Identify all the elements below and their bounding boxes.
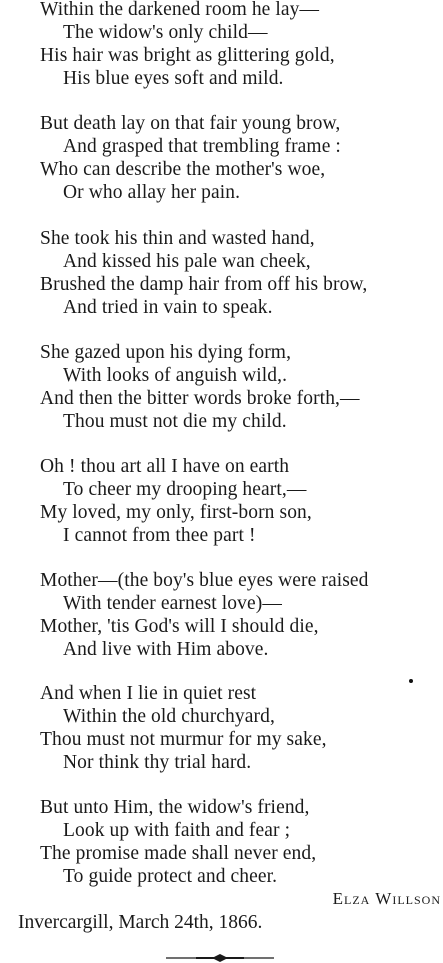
stanza-8 [40, 796, 443, 888]
poem-line: To cheer my drooping heart,— [63, 479, 307, 500]
poem-line: And tried in vain to speak. [63, 297, 273, 318]
poem-line: The promise made shall never end, [40, 843, 317, 864]
stanza-6 [40, 569, 443, 661]
poem-line: With tender earnest love)— [63, 593, 282, 614]
poem-line: To guide protect and cheer. [63, 866, 278, 887]
dateline: Invercargill, March 24th, 1866. [18, 912, 263, 933]
poem-line: Thou must not die my child. [63, 411, 287, 432]
poem-line: But unto Him, the widow's friend, [40, 797, 310, 818]
poem-line: Look up with faith and fear ; [63, 820, 291, 841]
poem-line: I cannot from thee part ! [63, 525, 256, 546]
poem-line: My loved, my only, first-born son, [40, 502, 312, 523]
poem-line: With looks of anguish wild,. [63, 365, 288, 386]
poem-line: Nor think thy trial hard. [63, 752, 252, 773]
poem-line: His blue eyes soft and mild. [63, 68, 284, 89]
poem-line: Or who allay her pain. [63, 182, 241, 203]
poem-line: And then the bitter words broke forth,— [40, 388, 360, 409]
poem-line: His hair was bright as glittering gold, [40, 45, 335, 66]
poem-line: Within the old churchyard, [63, 706, 275, 727]
stanza-3 [40, 227, 443, 319]
stanza-2 [40, 112, 443, 204]
poem-line: Within the darkened room he lay— [40, 0, 320, 20]
poem-line: Who can describe the mother's woe, [40, 159, 326, 180]
poem-line: But death lay on that fair young brow, [40, 113, 341, 134]
poem-line: She took his thin and wasted hand, [40, 228, 315, 249]
poem-line: And kissed his pale wan cheek, [63, 251, 311, 272]
poem-line: Mother—(the boy's blue eyes were raised [40, 570, 369, 591]
poem-line: She gazed upon his dying form, [40, 342, 292, 363]
stanza-5 [40, 455, 443, 547]
poem-line: The widow's only child— [63, 22, 268, 43]
poem-line: Brushed the damp hair from off his brow, [40, 274, 368, 295]
poem-line: Oh ! thou art all I have on earth [40, 456, 290, 477]
stanza-7 [40, 682, 443, 774]
author-signature: Elza Willson [332, 889, 441, 908]
stanza-4 [40, 341, 443, 433]
ink-speck [409, 679, 413, 683]
poem-line: Thou must not murmur for my sake, [40, 729, 327, 750]
poem-line: And live with Him above. [63, 639, 269, 660]
ornamental-rule [166, 954, 274, 962]
poem-line: And grasped that trembling frame : [63, 136, 341, 157]
stanza-1 [40, 0, 443, 90]
poem-line: And when I lie in quiet rest [40, 683, 257, 704]
poem-line: Mother, 'tis God's will I should die, [40, 616, 319, 637]
